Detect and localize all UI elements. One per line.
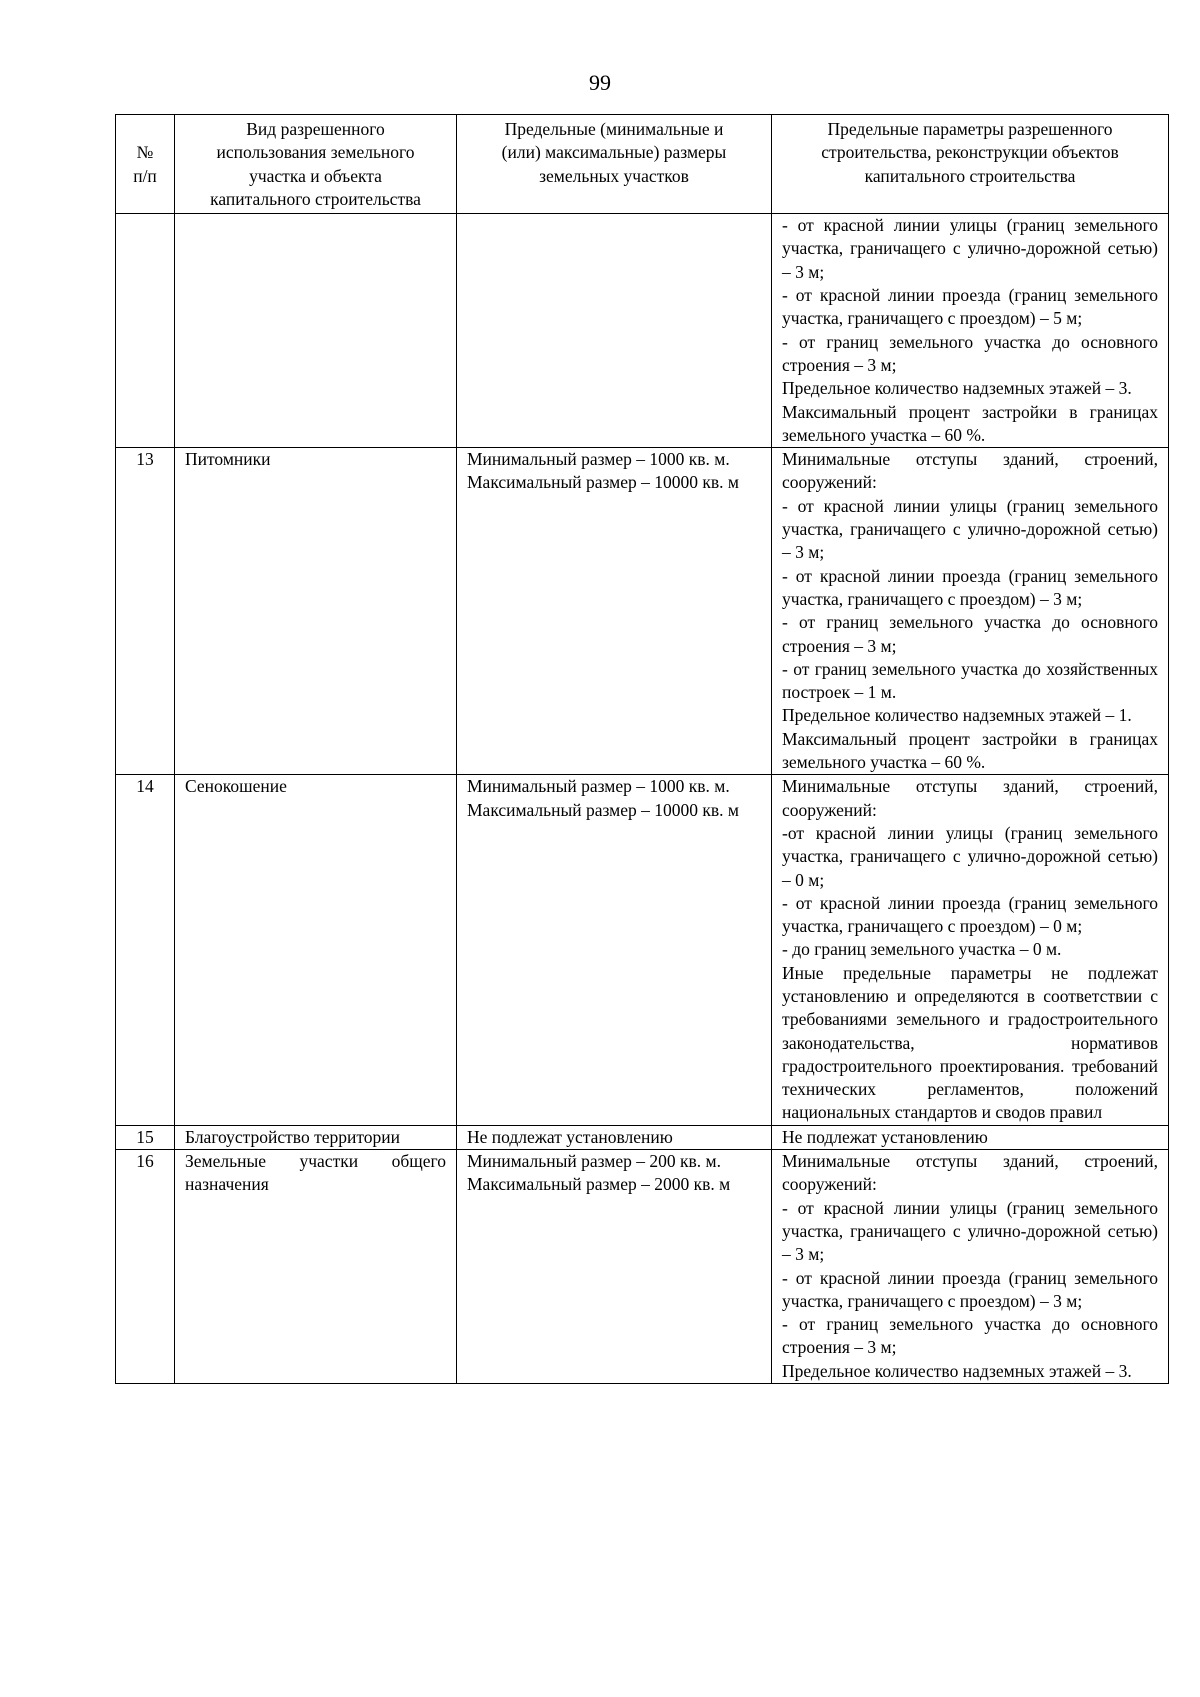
row-permitted-use (175, 448, 457, 775)
header-number (116, 115, 175, 214)
header-line: Предельные параметры разрешенного (827, 119, 1113, 139)
header-line: земельных участков (539, 165, 689, 186)
row-plot-sizes (457, 214, 772, 448)
header-line: № (136, 142, 154, 163)
header-line: участка и объекта (249, 165, 382, 186)
row-permitted-use (175, 214, 457, 448)
param-line: Предельное количество надземных этажей – 3. (782, 378, 1132, 399)
param-line: Минимальные отступы зданий, строений, сооружений: (782, 776, 1158, 820)
use-line: Сенокошение (185, 776, 287, 797)
row-permitted-use (175, 775, 457, 1125)
table-row (116, 1150, 1169, 1384)
param-line: Максимальный процент застройки в границах земельного участка – 60 %. (782, 401, 1158, 445)
row-construction-params (772, 775, 1169, 1125)
row-number (116, 214, 175, 448)
header-row (116, 115, 1169, 214)
use-line: Благоустройство территории (185, 1126, 400, 1147)
row-number: 15 (116, 1125, 175, 1149)
param-line: - до границ земельного участка – 0 м. (782, 939, 1062, 960)
param-line: Минимальные отступы зданий, строений, сооружений: (782, 1151, 1158, 1195)
table-row (116, 1125, 1169, 1149)
param-line: - от красной линии проезда (границ земельного участка, граничащего с проездом) – 3 м; (782, 565, 1158, 609)
header-line: капитального строительства (864, 165, 1076, 186)
param-line: - от красной линии проезда (границ земельного участка, граничащего с проездом) – 5 м; (782, 285, 1158, 329)
row-plot-sizes (457, 775, 772, 1125)
size-line: Максимальный размер – 10000 кв. м (467, 472, 739, 493)
page-number: 99 (589, 70, 611, 95)
table-row (116, 775, 1169, 1125)
header-line: (или) максимальные) размеры (501, 142, 727, 163)
table-body (116, 214, 1169, 1384)
param-line: - от красной линии проезда (границ земельного участка, граничащего с проездом) – 3 м; (782, 1267, 1158, 1311)
param-line: - от красной линии улицы (границ земельного участка, граничащего с улично-дорожной сетью) – 3 м; (782, 1197, 1158, 1265)
param-line: - от границ земельного участка до основного строения – 3 м; (782, 331, 1158, 375)
header-line: строительства, реконструкции объектов (821, 142, 1119, 163)
table-header (116, 115, 1169, 214)
param-line: Предельное количество надземных этажей – 3. (782, 1360, 1132, 1381)
header-permitted-use (175, 115, 457, 214)
param-line: - от границ земельного участка до хозяйственных построек – 1 м. (782, 658, 1158, 703)
row-permitted-use (175, 1150, 457, 1384)
header-line: п/п (133, 165, 157, 186)
row-number: 14 (116, 775, 175, 1125)
param-line: - от границ земельного участка до основного строения – 3 м; (782, 612, 1158, 656)
use-line: Земельные участки общего назначения (185, 1151, 446, 1195)
param-line: -от красной линии улицы (границ земельного участка, граничащего с улично-дорожной сетью) – 0 м; (782, 822, 1158, 890)
use-line: Питомники (185, 449, 271, 470)
row-construction-params (772, 1125, 1169, 1149)
param-line: - от красной линии улицы (границ земельного участка, граничащего с улично-дорожной сетью) – 3 м; (782, 215, 1158, 282)
row-number: 13 (116, 448, 175, 775)
row-plot-sizes (457, 1125, 772, 1149)
table-row (116, 214, 1169, 448)
header-line: капитального строительства (210, 188, 421, 209)
param-line: Иные предельные параметры не подлежат установлению и определяются в соответствии с требованиями земельного и градостроительного законодательства, нормативов градостроительного проектирования. требований технических регламентов, положений национальных стандартов и сводов правил (782, 962, 1158, 1123)
param-line: Не подлежат установлению (782, 1126, 988, 1147)
param-line: - от границ земельного участка до основного строения – 3 м; (782, 1314, 1158, 1358)
row-construction-params (772, 448, 1169, 775)
table-row (116, 448, 1169, 775)
zoning-parameters-table (115, 114, 1169, 1384)
param-line: - от красной линии проезда (границ земельного участка, граничащего с проездом) – 0 м; (782, 892, 1158, 937)
header-line: Вид разрешенного (246, 119, 385, 139)
size-line: Не подлежат установлению (467, 1126, 673, 1147)
param-line: Минимальные отступы зданий, строений, сооружений: (782, 449, 1158, 493)
size-line: Максимальный размер – 10000 кв. м (467, 799, 739, 820)
size-line: Минимальный размер – 1000 кв. м. (467, 449, 730, 470)
header-construction-params (772, 115, 1169, 214)
size-line: Максимальный размер – 2000 кв. м (467, 1174, 731, 1195)
header-line: использования земельного (216, 142, 415, 163)
header-plot-sizes (457, 115, 772, 214)
row-number: 16 (116, 1150, 175, 1384)
param-line: Максимальный процент застройки в границах земельного участка – 60 %. (782, 728, 1158, 773)
size-line: Минимальный размер – 1000 кв. м. (467, 776, 730, 797)
row-plot-sizes (457, 1150, 772, 1384)
row-permitted-use (175, 1125, 457, 1149)
row-plot-sizes (457, 448, 772, 775)
header-line: Предельные (минимальные и (504, 119, 724, 139)
row-construction-params (772, 1150, 1169, 1384)
row-construction-params (772, 214, 1169, 448)
param-line: Предельное количество надземных этажей – 1. (782, 705, 1132, 726)
param-line: - от красной линии улицы (границ земельного участка, граничащего с улично-дорожной сетью) – 3 м; (782, 495, 1158, 563)
size-line: Минимальный размер – 200 кв. м. (467, 1151, 721, 1172)
